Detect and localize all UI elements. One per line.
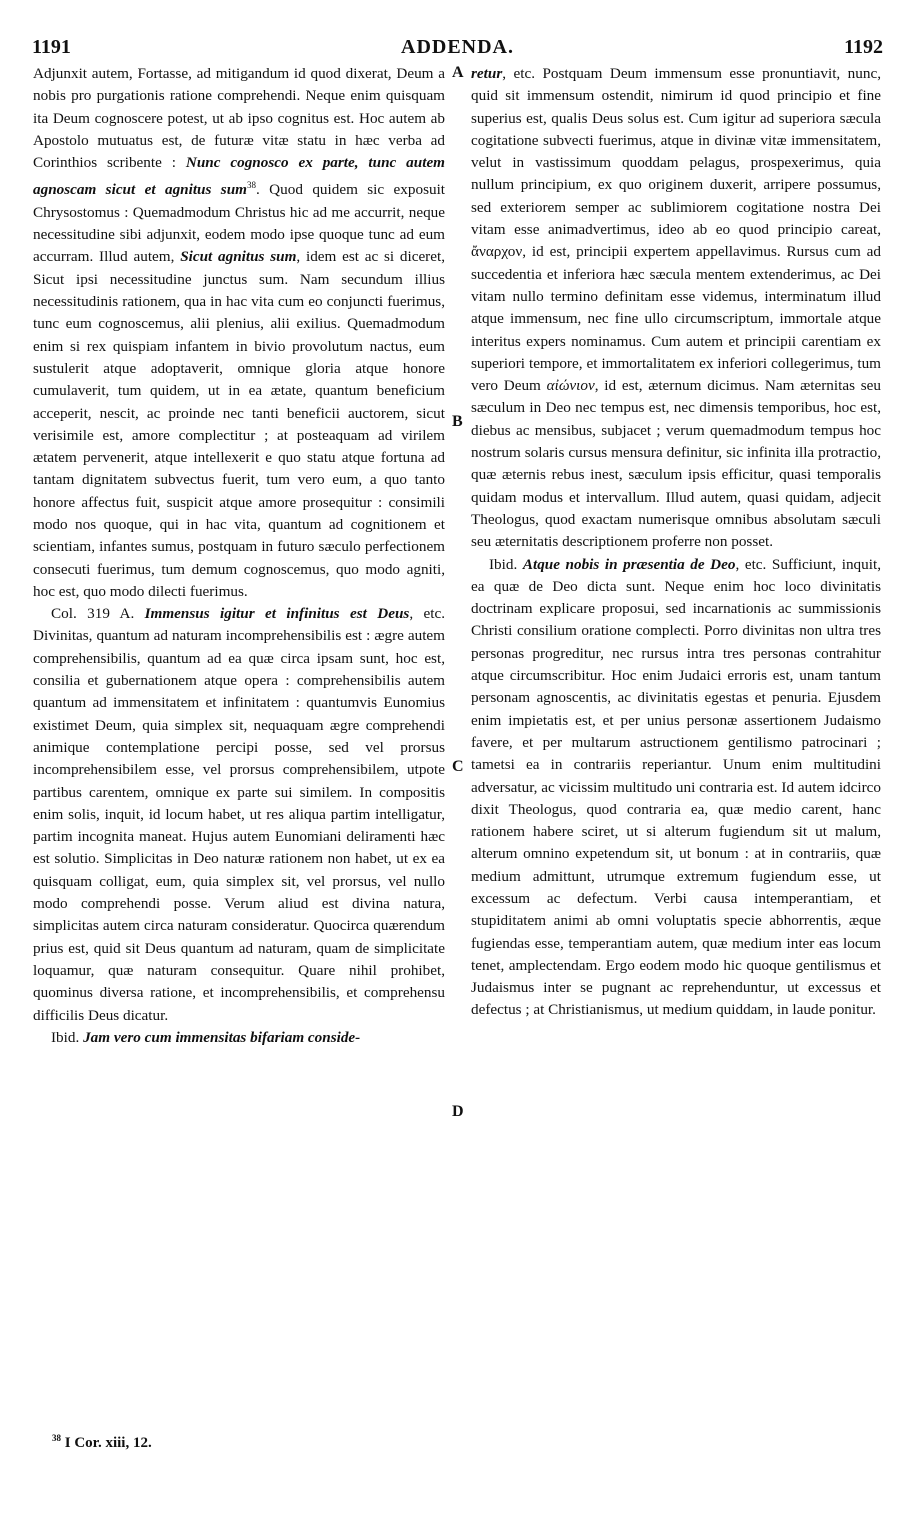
margin-marker-c: C	[452, 758, 464, 775]
paragraph: Adjunxit autem, Fortasse, ad mitigandum id quod dixerat, Deum a nobis pro purgationis ratione comprehendi. Neque enim quisquam ita Deum cognoscere potest, ut ab ipso cognitus est. Hoc autem ab Apostolo mutuatus est, de futuræ vitæ statu in hæc verba ad Corinthios scribente : Nunc cognosco ex parte, tunc autem agnoscam sicut et agnitus sum$^{38}$. Quod quidem sic exposuit Chrysostomus : Quemadmodum Christus hic ad me accurrit, neque necessitudine sibi adjunxit, eodem modo ipse quoque tunc ad eum accurram. Illud autem, Sicut agnitus sum, idem est ac si diceret, Sicut ipsi necessitudine junctus sum. Nam secundum illius necessitudinis rationem, qua in hac vita cum eo conjuncti fuerimus, tunc eum cognoscemus, alii plenius, alii exilius. Quemadmodum enim si rex quispiam infantem in bivio provolutum nactus, eum sustulerit atque adoptaverit, omnique gloria atque honore cumulaverit, tum quidem, ut in ea ætate, quantum beneficium acceperit, nescit, ac proinde nec tanti beneficii auctorem, sicut verisimile est, amore complectitur ; at posteaquam ad virilem ætatem pervenerit, atque intellexerit e quo statu atque fortuna ad tantam dignitatem subvectus fuerit, tum vero eum, a quo tanto honore affectus fuit, suspicit atque amore prosequitur : consimili modo nos quoque, qui in hac vita, quantum ad cognitionem et scientiam, infantes sumus, postquam in futuro sæculo perfectionem consecuti fuerimus, tum demum cognoscemus, quo modo agniti, hoc est, quo modo dilecti fuerimus.	[33, 65, 446, 600]
footnote: $^{38}$ I Cor. xiii, 12.	[52, 1433, 152, 1451]
margin-marker-a: A	[452, 64, 464, 81]
right-column	[471, 63, 881, 1022]
page-number-right: 1192	[844, 36, 883, 58]
running-title: ADDENDA.	[401, 36, 514, 58]
left-column	[33, 63, 445, 1049]
running-header	[32, 36, 883, 62]
page-number-left: 1191	[32, 36, 71, 58]
paragraph: Ibid. Jam vero cum immensitas bifariam conside-	[51, 1028, 361, 1046]
paragraph: Ibid. Atque nobis in præsentia de Deo, etc. Sufficiunt, inquit, ea quæ de Deo dicta sunt. Neque enim hoc loco divinitatis doctrinam explicare proposui, sed incarnationis ac summissionis Christi consilium oratione complecti. Porro divinitas non ultra tres personas progreditur, nec rursus intra tres personas contrahitur atque circumscribitur. Hoc enim Judaici erroris est, unam tantum personam agnoscentis, ac divinitatis egestas et penuria. Ejusdem enim impietatis est, et per unius personæ assertionem Judaismo favere, et per multarum astructionem gentilismo patrocinari ; tametsi ea in contrariis reperiantur. Unum enim multitudini adversatur, ac vicissim multitudo uni contraria est. Id autem idcirco dixit Theologus, quod contraria ea, quæ medio carent, hanc rationem habere sciret, ut si alterum fugiendum sit ut malum, alterum omnino expetendum sit, ut bonum : at in contrariis, quæ medium admittunt, utrumque extremum fugiendum esse, ut excessum ac defectum. Verbi causa intemperantiam, et stupiditatem animi ab omni voluptatis specie abhorrentis, æque fugiendas esse, temperantiam autem, quæ medium inter eas locum tenet, amplectendam. Ergo eodem modo hic quoque gentilismus et Judaismus inter se pugnant ac reprehenduntur, ut excessus et defectus ; at Christianismus, ut medium quiddam, in laude ponitur.	[471, 555, 881, 1019]
paragraph: retur, etc. Postquam Deum immensum esse pronuntiavit, nunc, quid sit immensum ostendit, nimirum id quod principio et fine superius est, qualis Deus solus est. Cum igitur ad superiora sæcula cogitatione subvecti fuerimus, atque in divinæ vitæ immensitatem, velut in vastissimum quoddam pelagus, prospexerimus, quia nullum principium, ex quo originem duxerit, arripere possumus, sed exteriorem semper ac sublimiorem cogitatione nostra Dei vitam esse animadvertimus, ideo ab eo quod principio careat, ἄναρχον, id est, principii expertem appellavimus. Rursus cum ad succedentia et inferiora hæc sæcula mentem extenderimus, ac Dei vitam nullo termino definitam esse videmus, interminatum illud atque immensum, nec fine ullo circumscriptum, immortale atque interitus expers nominamus. Cum autem et principii carentiam ex superiori tempore, et immortalitatem ex inferiori collegerimus, tum vero Deum αἰώνιον, id est, æternum dicimus. Nam æternitas seu sæculum in Deo nec tempus est, nec dimensis temporibus, hoc est, diebus ac mensibus, subjacet ; verum quemadmodum tempus hoc nostrum solaris cursus mensura definitur, sic infinita illa protractio, quæ æternis rebus inest, sæculum ipsis efficitur, quasi temporalis quidam modus et intervallum. Illud autem, quasi quidam, adjecit Theologus, quod exactam numerisque omnibus absolutam sæculi seu æternitatis descriptionem proferre non posset.	[471, 65, 881, 551]
paragraph: Col. 319 A. Immensus igitur et infinitus est Deus, etc. Divinitas, quantum ad naturam incomprehensibilis est : ægre autem comprehensibilis, quantum ad ea quæ circa ipsam sunt, hoc est, consilia et gubernationem atque opera : comprehensibilis autem quantum ad immensitatem et infinitatem : quantumvis Eunomius existimet Deum, quia simplex sit, nequaquam ægre comprehendi animique contemplatione percipi posse, sed vel prorsus incomprehensibilem esse, vel prorsus comprehensibilem, utpote partibus carentem, omnique ex parte sui similem. In compositis enim solis, inquit, id locum habet, ut res aliqua partim intelligatur, partim incognita maneat. Hujus autem Eunomiani deliramenti hæc est solutio. Simplicitas in Deo naturæ rationem non habet, ut ex ea quisquam colligat, eum, quia simplex sit, vel prorsus, vel nullo modo comprehendi posse. Verum aliud est divina natura, simplicitas autem circa naturam consideratur. Quocirca quærendum prius est, quid sit Deus quantum ad naturam, quam de simplicitate loquamur, quæ naturam consequitur. Quare nihil prohibet, quominus diversa ratione, et incomprehensibilis, et comprehensu difficilis Deus dicatur.	[33, 605, 446, 1024]
margin-marker-d: D	[452, 1103, 464, 1120]
margin-marker-b: B	[452, 413, 463, 430]
